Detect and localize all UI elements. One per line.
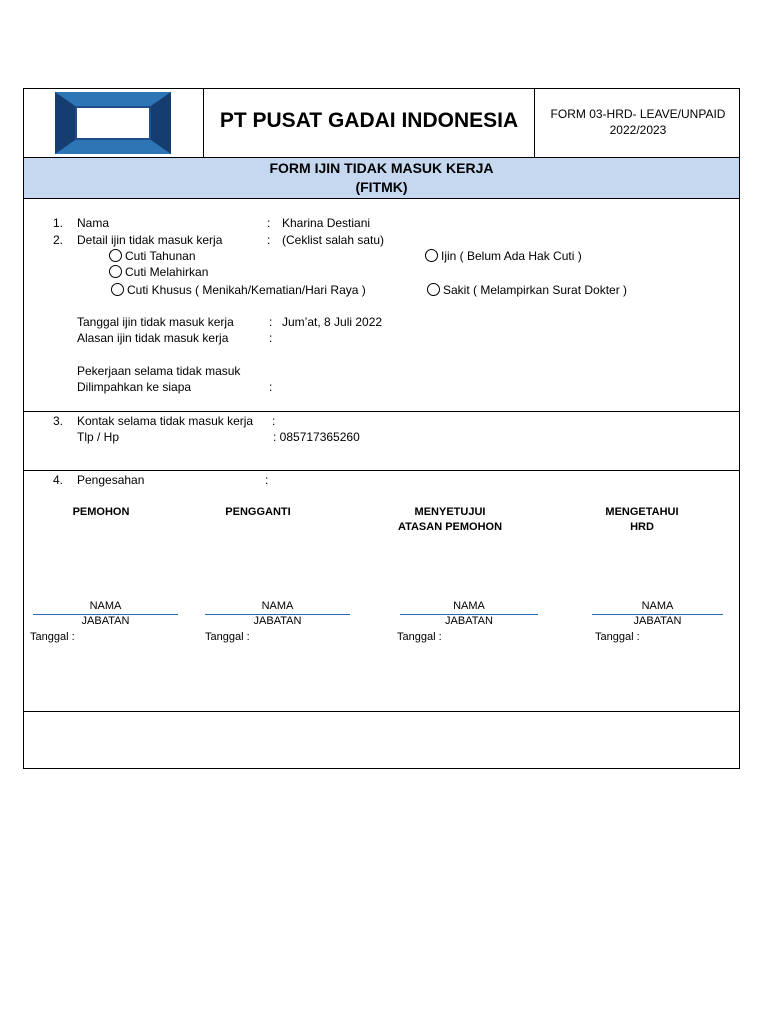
nama-label: Nama — [77, 216, 110, 230]
signature-jabatan-label: JABATAN — [445, 615, 493, 627]
option-cuti-melahirkan[interactable] — [109, 265, 208, 279]
option-ijin[interactable] — [425, 249, 582, 263]
signer-subtitle: ATASAN PEMOHON — [397, 521, 503, 533]
signature-jabatan-label: JABATAN — [253, 615, 302, 627]
form-title: FORM IJIN TIDAK MASUK KERJA — [269, 160, 494, 176]
detail-ijin-value: (Ceklist salah satu) — [282, 233, 385, 247]
pekerjaan-label-line2: Dilimpahkan ke siapa — [77, 380, 192, 394]
item1-number: 1. — [53, 216, 64, 230]
tlp-label: Tlp / Hp — [77, 430, 120, 444]
item4-number: 4. — [53, 473, 64, 487]
pekerjaan-colon: : — [269, 380, 273, 394]
detail-ijin-colon: : — [267, 233, 271, 247]
nama-value: Kharina Destiani — [282, 216, 371, 230]
tanggal-ijin-label: Tanggal ijin tidak masuk kerja — [77, 315, 234, 329]
option-sakit[interactable] — [427, 283, 627, 297]
tanggal-ijin-colon: : — [269, 315, 273, 329]
section-divider — [24, 411, 739, 412]
section-divider — [24, 470, 739, 471]
form-code — [535, 106, 741, 138]
leave-form — [23, 88, 740, 769]
pekerjaan-label-line1: Pekerjaan selama tidak masuk — [77, 364, 241, 378]
item3-number: 3. — [53, 414, 64, 428]
tanggal-ijin-value: Jum’at, 8 Juli 2022 — [282, 315, 383, 329]
signature-name-label: NAMA — [641, 600, 674, 612]
pengesahan-colon: : — [265, 473, 269, 487]
signature-jabatan-label: JABATAN — [81, 615, 130, 627]
option-label: Ijin ( Belum Ada Hak Cuti ) — [441, 249, 582, 263]
detail-ijin-label: Detail ijin tidak masuk kerja — [77, 233, 223, 247]
alasan-label: Alasan ijin tidak masuk kerja — [77, 331, 229, 345]
option-label: Cuti Melahirkan — [125, 265, 209, 279]
radio-icon[interactable] — [427, 283, 440, 296]
form-code-line2: 2022/2023 — [609, 123, 667, 137]
kontak-colon: : — [272, 414, 276, 428]
form-title-band — [24, 157, 739, 199]
nama-colon: : — [267, 216, 271, 230]
company-logo — [55, 92, 171, 154]
radio-icon[interactable] — [111, 283, 124, 296]
signature-tanggal-label: Tanggal : — [205, 631, 250, 643]
radio-icon[interactable] — [425, 249, 438, 262]
option-cuti-tahunan[interactable] — [109, 249, 196, 263]
alasan-colon: : — [269, 331, 273, 345]
kontak-label: Kontak selama tidak masuk kerja — [77, 414, 254, 428]
signer-title: PENGGANTI — [225, 506, 291, 518]
signer-header-pengganti — [208, 505, 308, 520]
signer-header-pemohon — [51, 505, 151, 520]
form-code-line1: FORM 03-HRD- LEAVE/UNPAID — [550, 107, 726, 121]
option-label: Sakit ( Melampirkan Surat Dokter ) — [443, 283, 628, 297]
signer-title: MENGETAHUI — [605, 506, 679, 518]
signer-subtitle: HRD — [630, 521, 654, 533]
option-label: Cuti Khusus ( Menikah/Kematian/Hari Raya ) — [127, 283, 366, 297]
pengesahan-label: Pengesahan — [77, 473, 145, 487]
tlp-value: : 085717365260 — [273, 430, 360, 444]
form-subtitle: (FITMK) — [355, 179, 408, 195]
signature-name-label: NAMA — [261, 600, 294, 612]
signature-tanggal-label: Tanggal : — [595, 631, 640, 643]
signature-name-label: NAMA — [453, 600, 485, 612]
signer-title: MENYETUJUI — [414, 506, 486, 518]
signature-name-label: NAMA — [89, 600, 122, 612]
company-title: PT PUSAT GADAI INDONESIA — [219, 109, 519, 132]
signature-tanggal-label: Tanggal : — [30, 631, 75, 643]
option-label: Cuti Tahunan — [125, 249, 196, 263]
signer-header-atasan — [380, 505, 520, 535]
radio-icon[interactable] — [109, 249, 122, 262]
signer-header-hrd — [582, 505, 702, 535]
section-divider — [24, 711, 739, 712]
signature-tanggal-label: Tanggal : — [397, 631, 442, 643]
signature-jabatan-label: JABATAN — [633, 615, 682, 627]
radio-icon[interactable] — [109, 265, 122, 278]
signer-title: PEMOHON — [72, 506, 130, 518]
item2-number: 2. — [53, 233, 64, 247]
option-cuti-khusus[interactable] — [111, 283, 366, 297]
